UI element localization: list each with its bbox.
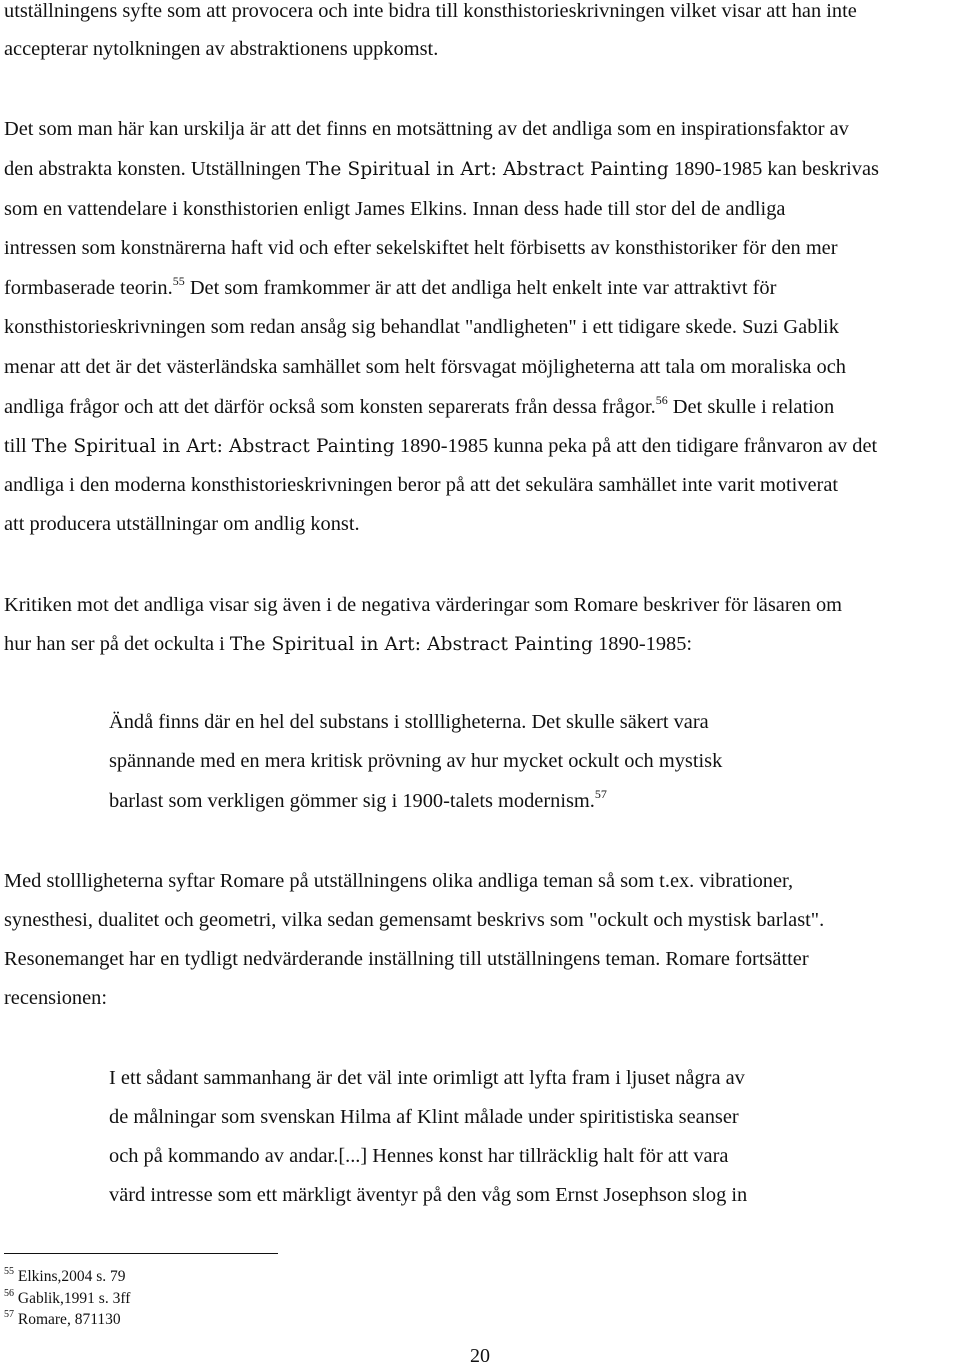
text-run: Det skulle i relation — [667, 396, 835, 418]
text-run: hur han ser på det ockulta i — [4, 633, 230, 655]
text-run: den abstrakta konsten. Utställningen — [4, 158, 306, 180]
text-run: Ändå finns där en hel del substans i stollligheterna. Det skulle säkert vara — [109, 711, 709, 733]
footnote — [4, 1290, 130, 1308]
text-run: accepterar nytolkningen av abstraktionens uppkomst. — [4, 38, 439, 60]
text-run: menar att det är det västerländska samhället som helt försvagat möjligheterna att tala om moraliska och — [4, 356, 846, 378]
text-run: Kritiken mot det andliga visar sig även i de negativa värderingar som Romare beskriver för läsaren om — [4, 594, 843, 616]
footnote-text: Romare, 871130 — [14, 1311, 121, 1328]
text-line — [4, 948, 809, 971]
text-run: intressen som konstnärerna haft vid och efter sekelskiftet helt förbisetts av konsthistoriker för den mer — [4, 237, 838, 259]
text-line — [109, 1106, 739, 1129]
text-run: värd intresse som ett märkligt äventyr på den våg som Ernst Josephson slog in — [109, 1184, 748, 1206]
text-run: att producera utställningar om andlig konst. — [4, 513, 360, 535]
text-line — [4, 0, 857, 23]
text-run: I ett sådant sammanhang är det väl inte orimligt att lyfta fram i ljuset några av — [109, 1067, 745, 1089]
text-run: 1890-1985: — [592, 633, 693, 655]
footnote-number: 57 — [4, 1309, 14, 1320]
text-line — [4, 356, 846, 379]
text-run: 1890-1985 kan beskrivas — [668, 158, 879, 180]
text-line — [109, 750, 722, 773]
text-line — [4, 393, 835, 419]
text-run: Resonemanget har en tydligt nedvärderande inställning till utställningens teman. Romare fortsätter — [4, 948, 809, 970]
text-run: recensionen: — [4, 987, 108, 1009]
text-line — [4, 474, 838, 497]
text-run: till — [4, 435, 32, 457]
text-line — [4, 237, 838, 260]
text-run: konsthistorieskrivningen som redan ansåg sig behandlat "andligheten" i ett tidigare skede. Suzi Gablik — [4, 316, 839, 338]
footnote-ref: 55 — [172, 274, 185, 288]
text-line — [109, 1067, 745, 1090]
page-number: 20 — [470, 1345, 490, 1367]
text-line — [4, 594, 842, 617]
text-line — [109, 1145, 728, 1168]
exhibition-title: The Spiritual in Art: Abstract Painting — [305, 159, 669, 180]
text-run: andliga frågor och att det därför också som konsten separerats från dessa frågor. — [4, 396, 656, 418]
text-run: andliga i den moderna konsthistorieskrivningen beror på att det sekulära samhället inte varit motiverat — [4, 474, 839, 496]
text-line — [4, 435, 877, 458]
text-run: utställningens syfte som att provocera och inte bidra till konsthistorieskrivningen vilket visar att han inte — [4, 0, 857, 22]
text-line — [4, 316, 839, 339]
footnote-ref: 56 — [655, 393, 668, 407]
text-run: barlast som verkligen gömmer sig i 1900-talets modernism. — [109, 790, 595, 812]
text-line — [4, 870, 793, 893]
footnote-number: 56 — [4, 1288, 14, 1299]
text-line — [109, 1184, 747, 1207]
text-line — [4, 198, 785, 221]
text-line — [4, 633, 692, 656]
text-line — [4, 909, 824, 932]
footnote-text: Elkins,2004 s. 79 — [14, 1268, 126, 1285]
text-run: 1890-1985 kunna peka på att den tidigare frånvaron av det — [394, 435, 878, 457]
text-line — [109, 711, 709, 734]
exhibition-title: The Spiritual in Art: Abstract Painting — [229, 634, 593, 655]
text-line — [109, 787, 607, 813]
footnote-text: Gablik,1991 s. 3ff — [14, 1290, 131, 1307]
footnote — [4, 1311, 121, 1329]
text-line — [4, 274, 777, 300]
text-run: formbaserade teorin. — [4, 277, 173, 299]
text-run: Det som man här kan urskilja är att det finns en motsättning av det andliga som en inspirationsfaktor av — [4, 118, 849, 140]
text-run: spännande med en mera kritisk prövning av hur mycket ockult och mystisk — [109, 750, 723, 772]
footnote-number: 55 — [4, 1266, 14, 1277]
exhibition-title: The Spiritual in Art: Abstract Painting — [31, 436, 395, 457]
text-run: som en vattendelare i konsthistorien enligt James Elkins. Innan dess hade till stor del de andliga — [4, 198, 786, 220]
text-run: Det som framkommer är att det andliga helt enkelt inte var attraktivt för — [184, 277, 777, 299]
text-run: de målningar som svenskan Hilma af Klint målade under spiritistiska seanser — [109, 1106, 739, 1128]
footnote-ref: 57 — [594, 787, 607, 801]
text-line — [4, 513, 360, 536]
text-run: och på kommando av andar.[...] Hennes konst har tillräcklig halt för att vara — [109, 1145, 729, 1167]
text-run: synesthesi, dualitet och geometri, vilka sedan gemensamt beskrivs som "ockult och mystisk barlast". — [4, 909, 825, 931]
text-line — [4, 38, 438, 61]
text-line — [4, 987, 107, 1010]
footnote-separator — [4, 1253, 278, 1254]
footnote — [4, 1268, 126, 1286]
text-line — [4, 158, 879, 181]
text-line — [4, 118, 849, 141]
text-run: Med stollligheterna syftar Romare på utställningens olika andliga teman så som t.ex. vibrationer, — [4, 870, 794, 892]
